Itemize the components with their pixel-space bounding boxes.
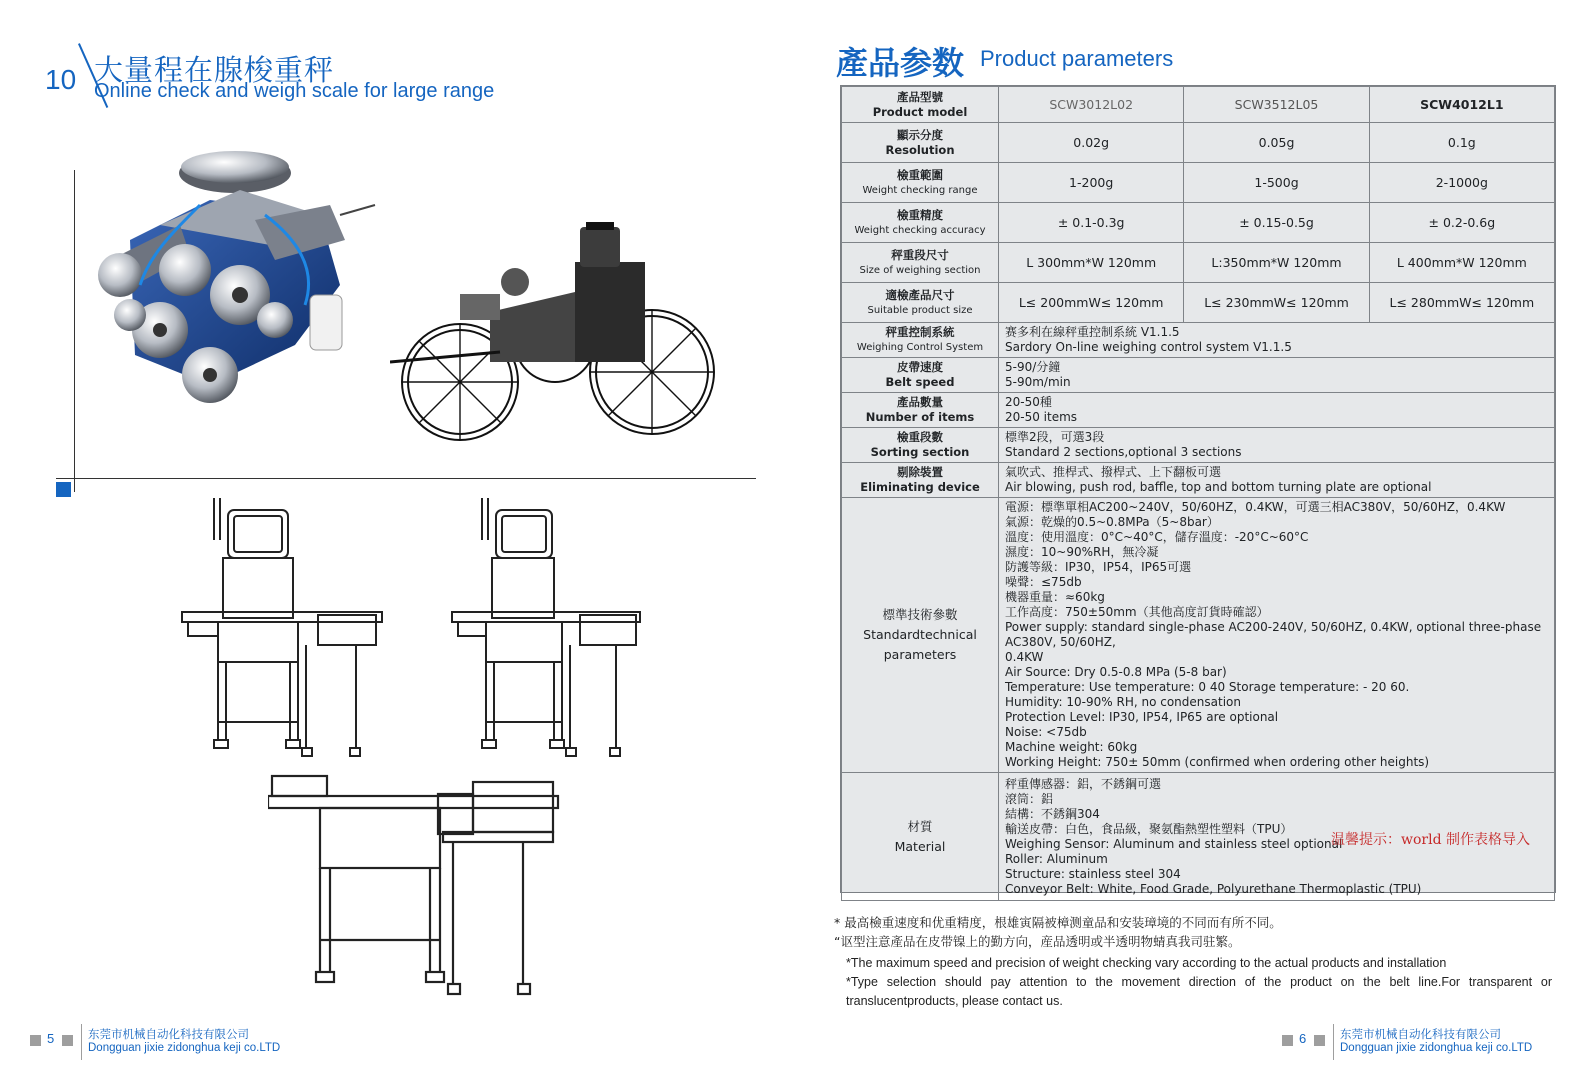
table-row — [842, 283, 1555, 323]
table-row-wide — [842, 323, 1555, 358]
table-row — [842, 203, 1555, 243]
steam-fire-engine-image — [390, 222, 720, 444]
spec-table — [841, 86, 1555, 901]
horizontal-rule — [56, 478, 756, 479]
table-row-material — [842, 773, 1555, 901]
model-cell: SCW4012L1 — [1369, 87, 1554, 123]
cell-label: 顯示分度 Resolution — [842, 123, 999, 163]
table-row-wide — [842, 358, 1555, 393]
note-cn-1: * 最高檢重速度和优重精度，根雄寅隔被樟测童品和安装璋境的不同而有所不同。 — [834, 915, 1282, 930]
table-cell: ± 0.1-0.3g — [999, 203, 1184, 243]
note-en-2: *Type selection should pay attention to the movement direction of the product on the belt line.For transparent or translucentproducts, please contact us. — [846, 975, 1552, 1008]
table-cell-wide: 氣吹式、推桿式、撥桿式、上下翻板可選 Air blowing, push rod, baffle, top and bottom turning plate are optional — [999, 463, 1555, 498]
left-title-en: Online check and weigh scale for large range — [94, 80, 495, 102]
standard-params-cell: 電源：標準單相AC200~240V，50/60HZ，0.4KW，可選三相AC380V，50/60HZ，0.4KW 氣源：乾燥的0.5~0.8MPa（5~8bar） 溫度：使用溫度：0°C~40°C，儲存溫度：-20°C~60°C 濕度：10~90%RH，無冷凝 防護等級：IP30，IP54，IP65可選 噪聲：≤75db 機器重量：≈60kg 工作高度：750±50mm（其他高度訂貨時確認） Power supply: standard single-phase AC200-240V, 50/60HZ, 0.4KW, optional three-phase AC380V, 50/60HZ, 0.4KW Air Source: Dry 0.5-0.8 MPa (5-8 bar) Temperature: Use temperature: 0 40 Storage temperature: - 20 60. Humidity: 10-90% RH, no condensation Protection Level: IP30, IP54, IP65 are optional Noise: <75db Machine weight: 60kg Working Height: 750± 50mm (confirmed when ordering other heights) — [999, 498, 1555, 773]
cell-label: 剔除裝置 Eliminating device — [842, 463, 999, 498]
table-cell: 0.05g — [1184, 123, 1369, 163]
note-en-1: *The maximum speed and precision of weight checking vary according to the actual products and installation — [846, 956, 1447, 970]
table-row-header — [842, 87, 1555, 123]
table-cell: 2-1000g — [1369, 163, 1554, 203]
table-cell-wide: 20-50種 20-50 items — [999, 393, 1555, 428]
table-cell: L≤ 230mmW≤ 120mm — [1184, 283, 1369, 323]
cell-label: 材質 Material — [842, 773, 999, 901]
footer-page-number-left: 5 — [47, 1031, 55, 1046]
footer-square-right-a — [1282, 1035, 1293, 1046]
engine-image — [90, 145, 380, 415]
table-cell-wide: 赛多利在線秤重控制系統 V1.1.5 Sardory On-line weighing control system V1.1.5 — [999, 323, 1555, 358]
table-cell-wide: 5-90/分鐘 5-90m/min — [999, 358, 1555, 393]
table-cell: L 400mm*W 120mm — [1369, 243, 1554, 283]
material-cell: 秤重傳感器：鋁，不銹鋼可選 滾筒：鋁 結構：不銹鋼304 輸送皮帶：白色，食品級，聚氨酯熱塑性塑料（TPU） Weighing Sensor: Aluminum and stainless steel optional Roller: Aluminum Structure: stainless steel 304 Conveyor Belt: White, Food Grade, Polyurethane Thermoplastic (TPU) 温馨提示：world 制作表格导入 — [999, 773, 1555, 901]
footer-square-left-b — [62, 1035, 73, 1046]
cell-label: 產品數量 Number of items — [842, 393, 999, 428]
footer-square-right-b — [1314, 1035, 1325, 1046]
table-row-standard-params — [842, 498, 1555, 773]
table-cell: L≤ 280mmW≤ 120mm — [1369, 283, 1554, 323]
table-row — [842, 123, 1555, 163]
table-cell: ± 0.2-0.6g — [1369, 203, 1554, 243]
checkweigher-drawing-3 — [268, 772, 568, 997]
product-parameters-table — [840, 85, 1556, 896]
section-number: 10 — [45, 64, 77, 95]
footer-divider-right — [1333, 1024, 1334, 1060]
table-cell-wide: 標準2段，可選3段 Standard 2 sections,optional 3 sections — [999, 428, 1555, 463]
footer-company-cn-right: 东莞市机械自动化科技有限公司 — [1340, 1027, 1501, 1041]
cell-label: 檢重段數 Sorting section — [842, 428, 999, 463]
cell-label: 檢重精度 Weight checking accuracy — [842, 203, 999, 243]
model-cell: SCW3012L02 — [999, 87, 1184, 123]
cell-label: 秤重段尺寸 Size of weighing section — [842, 243, 999, 283]
checkweigher-drawing-1 — [178, 490, 386, 758]
table-cell: L:350mm*W 120mm — [1184, 243, 1369, 283]
table-cell: 1-200g — [999, 163, 1184, 203]
table-cell: ± 0.15-0.5g — [1184, 203, 1369, 243]
word-import-hint: 温馨提示：world 制作表格导入 — [1331, 832, 1530, 848]
table-cell: L≤ 200mmW≤ 120mm — [999, 283, 1184, 323]
right-title-cn: 產品参数 — [836, 44, 965, 82]
model-cell: SCW3512L05 — [1184, 87, 1369, 123]
cell-label: 適檢產品尺寸 Suitable product size — [842, 283, 999, 323]
cell-label: 標準技術參數 Standardtechnical parameters — [842, 498, 999, 773]
cell-label: 產品型號 Product model — [842, 87, 999, 123]
table-row — [842, 163, 1555, 203]
cell-label: 檢重範圍 Weight checking range — [842, 163, 999, 203]
footer-page-number-right: 6 — [1299, 1031, 1307, 1046]
table-row-wide — [842, 428, 1555, 463]
footer-square-left-a — [30, 1035, 41, 1046]
left-title-cn: 大量程在腺梭重秤 — [94, 53, 335, 87]
right-title-en: Product parameters — [980, 46, 1174, 71]
table-cell: 0.1g — [1369, 123, 1554, 163]
footer-company-en-left: Dongguan jixie zidonghua keji co.LTD — [88, 1042, 281, 1054]
table-cell: 0.02g — [999, 123, 1184, 163]
cell-label: 皮帶速度 Belt speed — [842, 358, 999, 393]
table-row-wide — [842, 393, 1555, 428]
note-cn-2: “讴型注意產品在皮带镍上的勤方向，産品透明或半透明物蜻真我司驻繁。 — [834, 934, 1241, 949]
table-row — [842, 243, 1555, 283]
table-cell: L 300mm*W 120mm — [999, 243, 1184, 283]
vertical-rule — [74, 170, 75, 492]
footer-company-en-right: Dongguan jixie zidonghua keji co.LTD — [1340, 1042, 1533, 1054]
footer-divider-left — [81, 1024, 82, 1060]
checkweigher-drawing-2 — [448, 490, 644, 758]
footer-company-cn-left: 东莞市机械自动化科技有限公司 — [88, 1027, 249, 1041]
table-cell: 1-500g — [1184, 163, 1369, 203]
blue-square-marker — [56, 482, 71, 497]
cell-label: 秤重控制系統 Weighing Control System — [842, 323, 999, 358]
table-row-wide — [842, 463, 1555, 498]
